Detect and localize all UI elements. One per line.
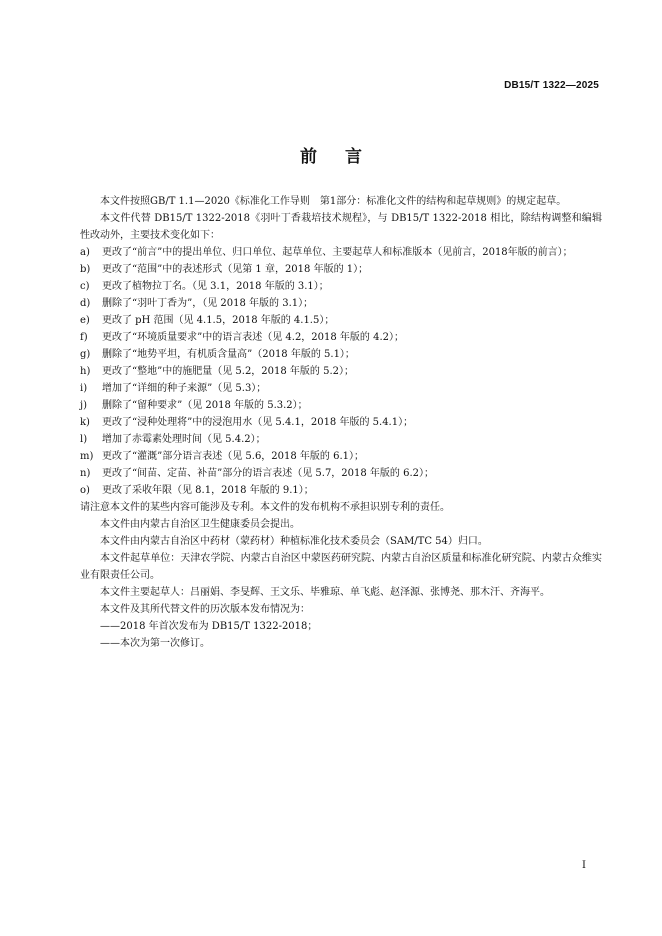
change-text: 删除了“地势平坦，有机质含量高”（2018 年版的 5.1）； bbox=[102, 349, 355, 360]
change-item bbox=[80, 278, 602, 295]
drafters: 本文件主要起草人：吕丽娟、李旻辉、王文乐、毕雅琼、单飞彪、赵泽源、张博尧、那木汗、齐海平。 bbox=[100, 587, 550, 598]
change-marker: l) bbox=[80, 434, 88, 445]
change-item bbox=[80, 244, 602, 261]
change-text: 更改了植物拉丁名。（见 3.1，2018 年版的 3.1）； bbox=[102, 281, 329, 292]
change-marker: j) bbox=[80, 400, 88, 411]
drafting-units: 本文件起草单位：天津农学院、内蒙古自治区中蒙医药研究院、内蒙古自治区质量和标准化研究院、内蒙古众维实业有限责任公司。 bbox=[80, 553, 602, 581]
change-item bbox=[80, 312, 602, 329]
change-text: 更改了“浸种处理将”中的浸泡用水（见 5.4.1，2018 年版的 5.4.1）； bbox=[102, 417, 414, 428]
change-list bbox=[80, 244, 602, 499]
change-marker: i) bbox=[80, 383, 88, 394]
change-item bbox=[80, 465, 602, 482]
change-text: 更改了“前言”中的提出单位、归口单位、起草单位、主要起草人和标准版本（见前言，2018年版的前言）； bbox=[102, 247, 573, 258]
change-marker: k) bbox=[80, 417, 90, 428]
change-item bbox=[80, 397, 602, 414]
change-item bbox=[80, 431, 602, 448]
change-marker: c) bbox=[80, 281, 90, 292]
change-item bbox=[80, 363, 602, 380]
change-marker: o) bbox=[80, 485, 90, 496]
change-text: 更改了 pH 范围（见 4.1.5，2018 年版的 4.1.5）； bbox=[102, 315, 335, 326]
change-text: 更改了“灌溉”部分语言表述（见 5.6，2018 年版的 6.1）； bbox=[102, 451, 365, 462]
change-text: 更改了“范围”中的表述形式（见第 1 章，2018 年版的 1）； bbox=[102, 264, 369, 275]
patent-notice: 请注意本文件的某些内容可能涉及专利。本文件的发布机构不承担识别专利的责任。 bbox=[80, 502, 450, 513]
change-text: 更改了“间苗、定苗、补苗”部分的语言表述（见 5.7，2018 年版的 6.2）； bbox=[102, 468, 435, 479]
change-marker: b) bbox=[80, 264, 91, 275]
change-text: 删除了“羽叶丁香为”，（见 2018 年版的 3.1）； bbox=[102, 298, 314, 309]
change-item bbox=[80, 329, 602, 346]
page-number: I bbox=[582, 860, 586, 871]
change-marker: a) bbox=[80, 247, 90, 258]
change-marker: n) bbox=[80, 468, 91, 479]
change-marker: e) bbox=[80, 315, 90, 326]
change-item bbox=[80, 380, 602, 397]
paragraph-drafting-rule: 本文件按照GB/T 1.1—2020《标准化工作导则 第1部分：标准化文件的结构和起草规则》的规定起草。 bbox=[100, 196, 567, 207]
foreword-body bbox=[80, 193, 602, 652]
change-text: 更改了“整地”中的施肥量（见 5.2，2018 年版的 5.2）； bbox=[102, 366, 355, 377]
history-item: ——本次为第一次修订。 bbox=[100, 638, 210, 649]
change-marker: h) bbox=[80, 366, 91, 377]
change-marker: f) bbox=[80, 332, 88, 343]
history-intro: 本文件及其所代替文件的历次版本发布情况为： bbox=[100, 604, 310, 615]
change-item bbox=[80, 261, 602, 278]
change-marker: m) bbox=[80, 451, 94, 462]
change-item bbox=[80, 346, 602, 363]
centralized-statement: 本文件由内蒙古自治区中药材（蒙药材）种植标准化技术委员会（SAM/TC 54）归口。 bbox=[100, 536, 488, 547]
change-marker: g) bbox=[80, 349, 91, 360]
change-marker: d) bbox=[80, 298, 91, 309]
change-item bbox=[80, 448, 602, 465]
change-item bbox=[80, 414, 602, 431]
history-item: ——2018 年首次发布为 DB15/T 1322-2018； bbox=[100, 621, 318, 632]
change-text: 更改了“环境质量要求”中的语言表述（见 4.2，2018 年版的 4.2）； bbox=[102, 332, 405, 343]
change-item bbox=[80, 295, 602, 312]
paragraph-replacement: 本文件代替 DB15/T 1322-2018《羽叶丁香栽培技术规程》，与 DB15/T 1322-2018 相比，除结构调整和编辑性改动外，主要技术变化如下： bbox=[80, 213, 602, 241]
change-text: 删除了“留种要求”（见 2018 年版的 5.3.2）； bbox=[102, 400, 308, 411]
change-text: 增加了“详细的种子来源”（见 5.3）； bbox=[102, 383, 267, 394]
document-code: DB15/T 1322—2025 bbox=[504, 80, 599, 91]
page-title: 前言 bbox=[300, 147, 390, 167]
proposer-statement: 本文件由内蒙古自治区卫生健康委员会提出。 bbox=[100, 519, 300, 530]
change-text: 更改了采收年限（见 8.1，2018 年版的 9.1）； bbox=[102, 485, 314, 496]
change-text: 增加了赤霉素处理时间（见 5.4.2）； bbox=[102, 434, 266, 445]
change-item bbox=[80, 482, 602, 499]
